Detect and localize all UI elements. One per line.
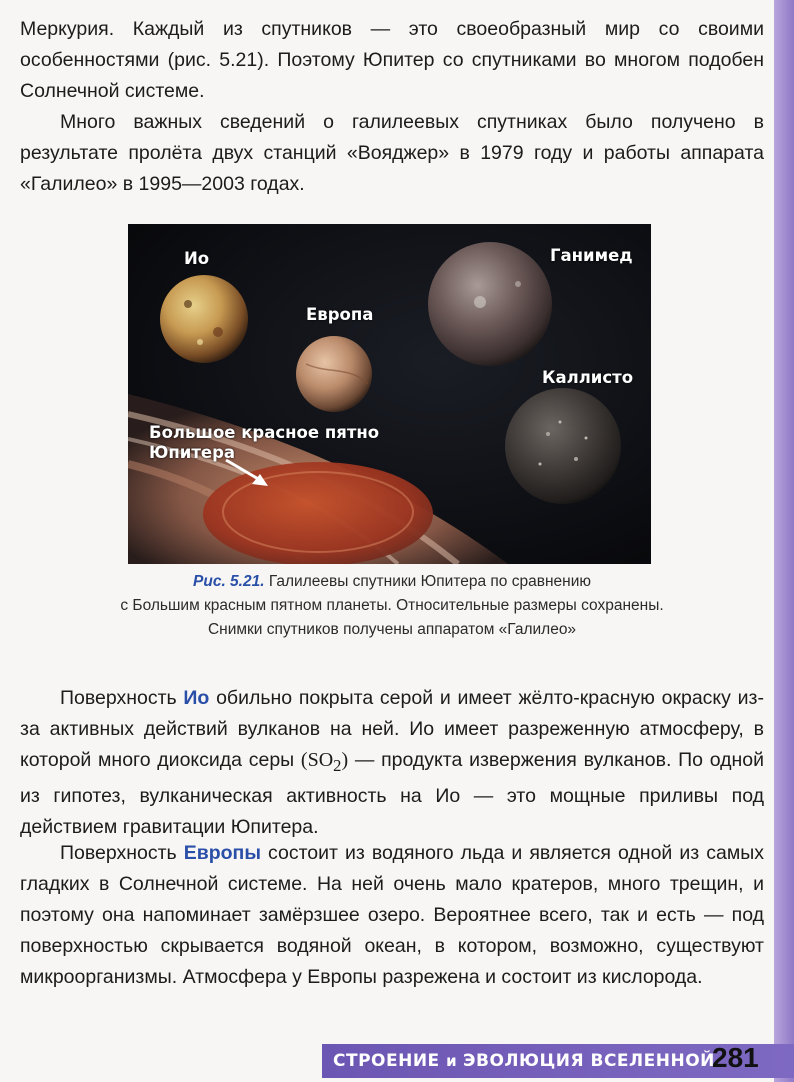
formula-so2 [300, 749, 349, 775]
paragraph-2 [20, 107, 764, 200]
formula-subscript: 2 [333, 756, 342, 775]
page-number: 281 [712, 1042, 759, 1073]
paragraph-europa [20, 838, 764, 993]
paragraph-1-text: Меркурия. Каждый из спутников — это своеобразный мир со своими особенностями (рис. 5.21). Поэтому Юпитер со спутниками во многом подобен Солнечной системе. [20, 18, 764, 102]
label-europa: Европа [306, 305, 374, 324]
formula-close: ) [341, 749, 349, 771]
caption-figure-number: Рис. 5.21. [193, 573, 265, 590]
caption-line-1 [20, 570, 764, 594]
paragraph-io [20, 683, 764, 843]
paragraph-2-text: Много важных сведений о галилеевых спутниках было получено в результате пролёта двух станций «Вояджер» в 1979 году и работы аппарата «Галилео» в 1995—2003 годах. [20, 111, 764, 195]
footer-title-conj: и [446, 1052, 457, 1070]
footer-title-part1: СТРОЕНИЕ [333, 1051, 447, 1071]
paragraph-europa-end: состоит из водяного льда и является одной из самых гладких в Солнечной системе. На ней очень мало кратеров, много трещин, и поэтому она напоминает замёрзшее озеро. Вероятнее всего, так и есть — под поверхностью скрывается водяной океан, в котором, возможно, существуют микроорганизмы. Атмосфера у Европы разрежена и состоит из кислорода. [20, 842, 764, 988]
page-edge-strip [774, 0, 794, 1082]
label-red-spot-line2: Юпитера [149, 443, 236, 462]
label-red-spot-line1: Большое красное пятно [149, 423, 380, 442]
term-europa: Европы [183, 842, 261, 864]
caption-line-3: Снимки спутников получены аппаратом «Галилео» [207, 621, 577, 638]
formula-open: (SO [300, 749, 334, 771]
label-callisto: Каллисто [542, 368, 634, 387]
caption-line-1-text: Галилеевы спутники Юпитера по сравнению [268, 573, 591, 590]
paragraph-io-start: Поверхность [60, 687, 184, 709]
label-ganymede: Ганимед [550, 246, 633, 265]
term-io: Ио [183, 687, 210, 709]
paragraph-europa-start: Поверхность [60, 842, 184, 864]
paragraph-europa-text [20, 838, 764, 993]
figure-caption [20, 570, 764, 642]
paragraph-io-mid: обильно покрыта серой и имеет жёлто-красную окраску из-за активных действий вулканов на ней. Ио имеет разреженную атмосферу, в которой много диоксида серы [20, 687, 764, 771]
footer-section-title [333, 1051, 715, 1071]
paragraph-io-text [20, 683, 764, 843]
paragraph-io-end: — продукта извержения вулканов. По одной из гипотез, вулканическая активность на Ио — это мощные приливы под действием гравитации Юпитера. [20, 749, 764, 838]
figure-illustration [128, 224, 651, 564]
figure-galilean-moons [128, 224, 651, 564]
footer-title-part2: ЭВОЛЮЦИЯ ВСЕЛЕННОЙ [456, 1051, 715, 1071]
caption-line-2: с Большим красным пятном планеты. Относительные размеры сохранены. [120, 597, 664, 614]
paragraph-1 [20, 14, 764, 107]
label-io: Ио [184, 249, 210, 268]
